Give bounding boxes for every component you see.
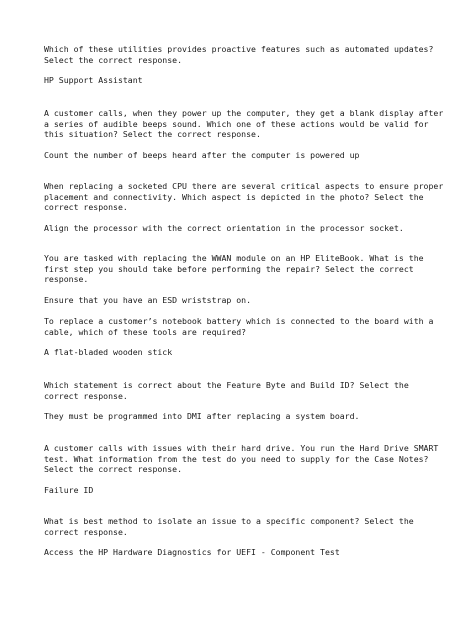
question-text: You are tasked with replacing the WWAN module on an HP EliteBook. What is the first step you should take before performing the repair? Select the correct response. bbox=[44, 253, 424, 284]
answer-text: Align the processor with the correct orientation in the processor socket. bbox=[44, 222, 404, 233]
question-text: A customer calls, when they power up the computer, they get a blank display after a series of audible beeps sound. Which one of these actions would be valid for this situation? Select the correct response. bbox=[44, 108, 444, 139]
answer-text: A flat-bladed wooden stick bbox=[44, 347, 173, 357]
question-text: To replace a customer’s notebook battery which is connected to the board with a cable, which of these tools are required? bbox=[44, 316, 434, 337]
qa-block-7 bbox=[44, 443, 444, 495]
qa-block-3 bbox=[44, 181, 444, 233]
answer-text: HP Support Assistant bbox=[44, 75, 143, 85]
question-text: Which statement is correct about the Feature Byte and Build ID? Select the correct response. bbox=[44, 380, 409, 401]
qa-block-1 bbox=[44, 44, 444, 86]
answer-text: Failure ID bbox=[44, 484, 94, 495]
question-text: Which of these utilities provides proactive features such as automated updates? Select the correct response. bbox=[44, 44, 434, 65]
answer-text: Count the number of beeps heard after the computer is powered up bbox=[44, 149, 360, 160]
qa-block-8 bbox=[44, 516, 444, 558]
qa-block-4 bbox=[44, 253, 444, 305]
question-text: What is best method to isolate an issue to a specific component? Select the correct response. bbox=[44, 516, 414, 537]
qa-block-5 bbox=[44, 316, 444, 358]
answer-text: Access the HP Hardware Diagnostics for UEFI - Component Test bbox=[44, 547, 340, 557]
question-text: When replacing a socketed CPU there are several critical aspects to ensure proper placement and connectivity. Which aspect is depicted in the photo? Select the correct response. bbox=[44, 181, 444, 212]
question-text: A customer calls with issues with their hard drive. You run the Hard Drive SMART test. What information from the test do you need to supply for the Case Notes? Select the correct response. bbox=[44, 443, 439, 474]
answer-text: Ensure that you have an ESD wriststrap on. bbox=[44, 294, 252, 305]
qa-block-2 bbox=[44, 108, 444, 160]
answer-text: They must be programmed into DMI after replacing a system board. bbox=[44, 411, 360, 421]
qa-block-6 bbox=[44, 380, 444, 422]
